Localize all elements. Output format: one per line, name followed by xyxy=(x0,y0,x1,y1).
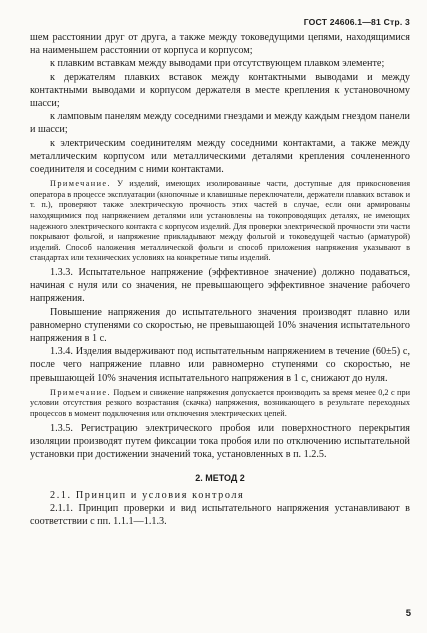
note-1-text: У изделий, имеющих изолированные части, доступные для прикосновения оператора в процессе эксплуатации (кнопочные и клавишные переключатели, держатели плавких вставок и т. п.), проверяют также электрическую прочность этих частей в случае, если они армированы находящимися под напряжением деталями или установлены на токопроводящих деталях, не имеющих надежного электрического контакта с корпусом изделий. Для проверки электрической прочности эти части покрывают фольгой, и напряжение прикладывают между фольгой и токоведущей частью (арматурой) изделий. Способ наложения металлической фольги и способ приложения напряжения указывают в стандартах или технических условиях на конкретные типы изделий. xyxy=(30,179,410,263)
paragraph-fuse-inserts: к плавким вставкам между выводами при отсутствующем плавком элементе; xyxy=(50,58,385,70)
paragraph-1-3-4: 1.3.4. Изделия выдерживают под испытательным напряжением в течение (60±5) с, после чего напряжение плавно или равномерно ступенями со скоростью, не превышающей 10% значения испытательного напряжения в 1 с, снижают до нуля. xyxy=(30,346,410,384)
document-page xyxy=(30,17,410,529)
paragraph-fuse-holders: к держателям плавких вставок между контактными выводами и между контактными выводами и корпусом держателя в месте крепления к установочному шасси; xyxy=(30,71,410,110)
paragraph-1-3-5: 1.3.5. Регистрацию электрического пробоя или поверхностного перекрытия изоляции производят путем фиксации тока пробоя или по отключению испытательной установки при достижении значений тока, установленных в п. 1.2.5. xyxy=(30,422,410,460)
running-header: ГОСТ 24606.1—81 Стр. 3 xyxy=(303,17,410,27)
paragraph-2-1-1: 2.1.1. Принцип проверки и вид испытательного напряжения устанавливают в соответствии с пп. 1.1.1—1.1.3. xyxy=(30,503,410,528)
paragraph-continuation: шем расстоянии друг от друга, а также между токоведущими цепями, находящимися на наименьшем расстоянии от корпуса и корпусом; xyxy=(30,32,410,57)
note-2 xyxy=(30,388,410,420)
paragraph-voltage-increase: Повышение напряжения до испытательного значения производят плавно или равномерно ступенями со скоростью, не превышающей 10% значения испытательного напряжения в 1 с. xyxy=(30,306,410,344)
note-2-text: Подъем и снижение напряжения допускается производить за время менее 0,2 с при условии отсутствия резкого возрастания (скачка) напряжения, возникающего в результате переходных процессов в момент подключения или отключения электрических цепей. xyxy=(30,387,410,418)
paragraph-lamp-sockets: к ламповым панелям между соседними гнездами и между каждым гнездом панели и шасси; xyxy=(30,111,410,136)
section-title: 2. МЕТОД 2 xyxy=(195,473,245,484)
paragraph-connectors: к электрическим соединителям между соседними контактами, а также между металлическим корпусом или металлическими деталями крепления сочлененного соединителя и соседним с ними контактами. xyxy=(30,137,410,176)
note-1 xyxy=(30,179,410,264)
page-number: 5 xyxy=(405,608,411,619)
note-2-label: Примечание. xyxy=(50,387,111,397)
paragraph-1-3-3: 1.3.3. Испытательное напряжение (эффективное значение) должно подаваться, начиная с нуля или со значения, не превышающего эффективное значение рабочего напряжения. xyxy=(30,266,410,305)
note-1-label: Примечание. xyxy=(50,179,111,189)
subsection-title: 2.1. Принцип и условия контроля xyxy=(50,490,245,502)
